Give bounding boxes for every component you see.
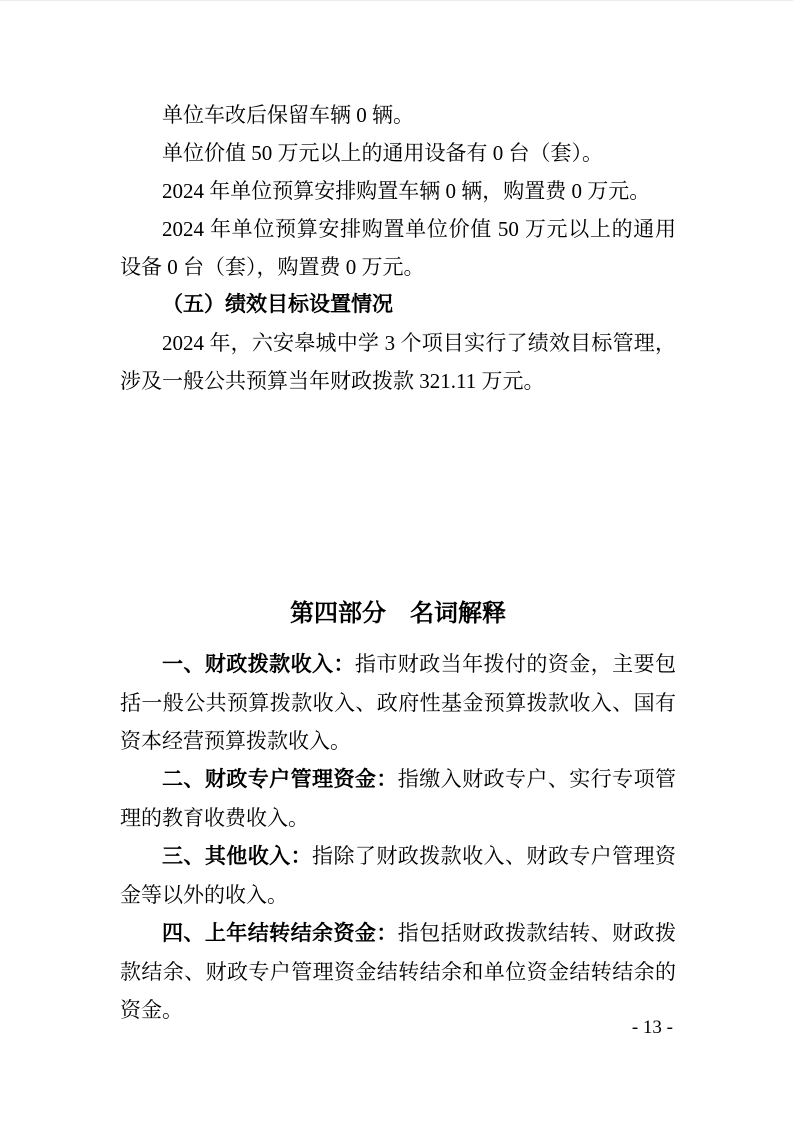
section-gap bbox=[120, 400, 676, 595]
term-lead: 一、财政拨款收入： bbox=[162, 653, 355, 676]
term-body: 指除了财政拨款收入、财政专户管理资金等以外的收入。 bbox=[120, 844, 677, 907]
term-lead: 四、上年结转结余资金： bbox=[162, 922, 398, 945]
page-number: - 13 - bbox=[631, 1017, 673, 1038]
paragraph-equipment-owned: 单位价值 50 万元以上的通用设备有 0 台（套）。 bbox=[162, 141, 603, 165]
term-definition-fiscal-appropriation-income bbox=[120, 645, 676, 760]
term-definition-special-account-funds bbox=[120, 760, 676, 837]
paragraph-vehicles-retained: 单位车改后保留车辆 0 辆。 bbox=[162, 103, 414, 127]
section-heading-glossary: 第四部分 名词解释 bbox=[290, 600, 506, 627]
term-body: 指包括财政拨款结转、财政拨款结余、财政专户管理资金结转结余和单位资金结转结余的资金。 bbox=[120, 921, 677, 1022]
term-body: 指缴入财政专户、实行专项管理的教育收费收入。 bbox=[120, 767, 677, 830]
term-lead: 二、财政专户管理资金： bbox=[162, 768, 398, 791]
term-definition-carryover-surplus-funds bbox=[120, 914, 676, 1029]
subsection-heading-performance-targets: （五）绩效目标设置情况 bbox=[162, 293, 393, 316]
paragraph-performance-targets: 2024 年，六安皋城中学 3 个项目实行了绩效目标管理，涉及一般公共预算当年财政拨款 321.11 万元。 bbox=[120, 331, 676, 393]
paragraph-vehicle-purchase-budget: 2024 年单位预算安排购置车辆 0 辆，购置费 0 万元。 bbox=[162, 179, 651, 203]
paragraph-equipment-purchase-budget: 2024 年单位预算安排购置单位价值 50 万元以上的通用设备 0 台（套），购置费 0 万元。 bbox=[120, 217, 676, 279]
document-content bbox=[0, 1, 793, 1029]
term-body: 指市财政当年拨付的资金，主要包括一般公共预算拨款收入、政府性基金预算拨款收入、国有资本经营预算拨款收入。 bbox=[120, 652, 677, 753]
term-definition-other-income bbox=[120, 837, 676, 914]
term-lead: 三、其他收入： bbox=[162, 845, 313, 868]
